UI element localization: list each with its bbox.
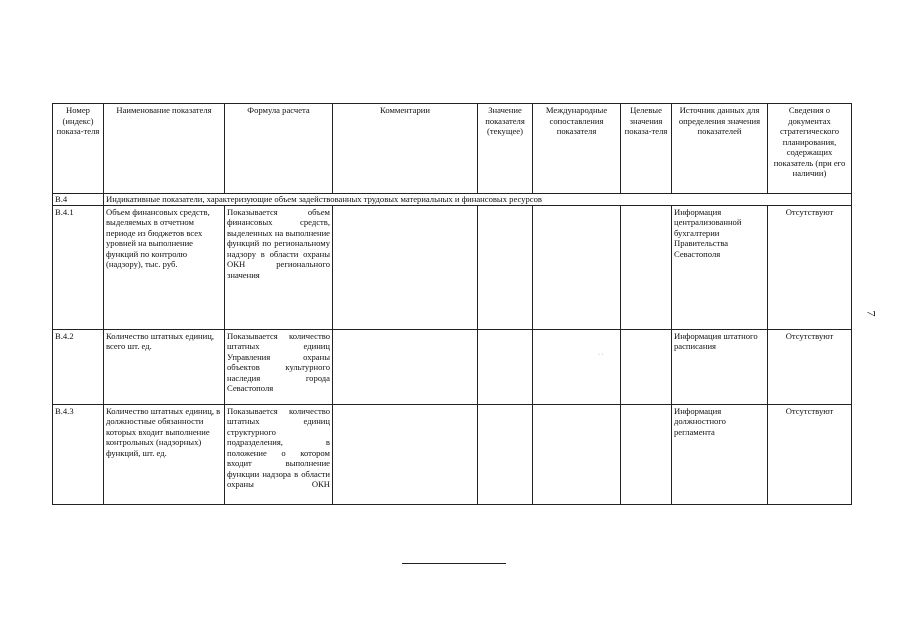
header-number: Номер (индекс) показа-теля: [53, 104, 104, 194]
row-number: В.4.2: [53, 329, 104, 404]
page-number: 7: [864, 310, 879, 317]
header-data-source: Источник данных для определения значения показателей: [672, 104, 768, 194]
row-source: Информация должностного регламента: [672, 404, 768, 504]
header-current-value: Значение показателя (текущее): [478, 104, 533, 194]
table-row: [53, 329, 852, 404]
header-row: [53, 104, 852, 194]
header-intl-comparison: Международные сопоставления показателя: [533, 104, 621, 194]
row-comment: [333, 404, 478, 504]
scan-speck: · ·: [598, 352, 604, 358]
row-current-value: [478, 329, 533, 404]
row-name: Количество штатных единиц, всего шт. ед.: [104, 329, 225, 404]
row-formula: Показывается количество штатных единиц Управления охраны объектов культурного наследия города Севастополя: [225, 329, 333, 404]
header-comments: Комментарии: [333, 104, 478, 194]
row-strategic-docs: Отсутствуют: [768, 329, 852, 404]
row-current-value: [478, 404, 533, 504]
row-strategic-docs: Отсутствуют: [768, 205, 852, 329]
table-row: [53, 205, 852, 329]
row-target-value: [621, 205, 672, 329]
header-name: Наименование показателя: [104, 104, 225, 194]
row-strategic-docs: Отсутствуют: [768, 404, 852, 504]
row-number: В.4.3: [53, 404, 104, 504]
indicators-table: [52, 103, 852, 505]
footnote-rule: [402, 563, 506, 564]
header-target-values: Целевые значения показа-теля: [621, 104, 672, 194]
header-strategic-docs: Сведения о документах стратегического планирования, содержащих показатель (при его наличии): [768, 104, 852, 194]
row-target-value: [621, 404, 672, 504]
header-formula: Формула расчета: [225, 104, 333, 194]
row-formula: Показывается количество штатных единиц структурного подразделения, в положение о котором входит выполнение функции надзора в области охраны ОКН: [225, 404, 333, 504]
row-source: Информация централизованной бухгалтерии Правительства Севастополя: [672, 205, 768, 329]
row-current-value: [478, 205, 533, 329]
row-intl-comparison: [533, 205, 621, 329]
row-comment: [333, 205, 478, 329]
row-target-value: [621, 329, 672, 404]
section-row: [53, 194, 852, 206]
row-formula: Показывается объем финансовых средств, выделенных на выполнение функций по региональному надзору в области охраны ОКН регионального значения: [225, 205, 333, 329]
row-intl-comparison: [533, 329, 621, 404]
row-comment: [333, 329, 478, 404]
row-name: Количество штатных единиц, в должностные обязанности которых входит выполнение контрольных (надзорных) функций, шт. ед.: [104, 404, 225, 504]
row-name: Объем финансовых средств, выделяемых в отчетном периоде из бюджетов всех уровней на выполнение функций по контролю (надзору), тыс. руб.: [104, 205, 225, 329]
row-intl-comparison: [533, 404, 621, 504]
table-row: [53, 404, 852, 504]
row-number: В.4.1: [53, 205, 104, 329]
section-number: В.4: [53, 194, 104, 206]
section-title: Индикативные показатели, характеризующие объем задействованных трудовых материальных и финансовых ресурсов: [104, 194, 852, 206]
row-source: Информация штатного расписания: [672, 329, 768, 404]
